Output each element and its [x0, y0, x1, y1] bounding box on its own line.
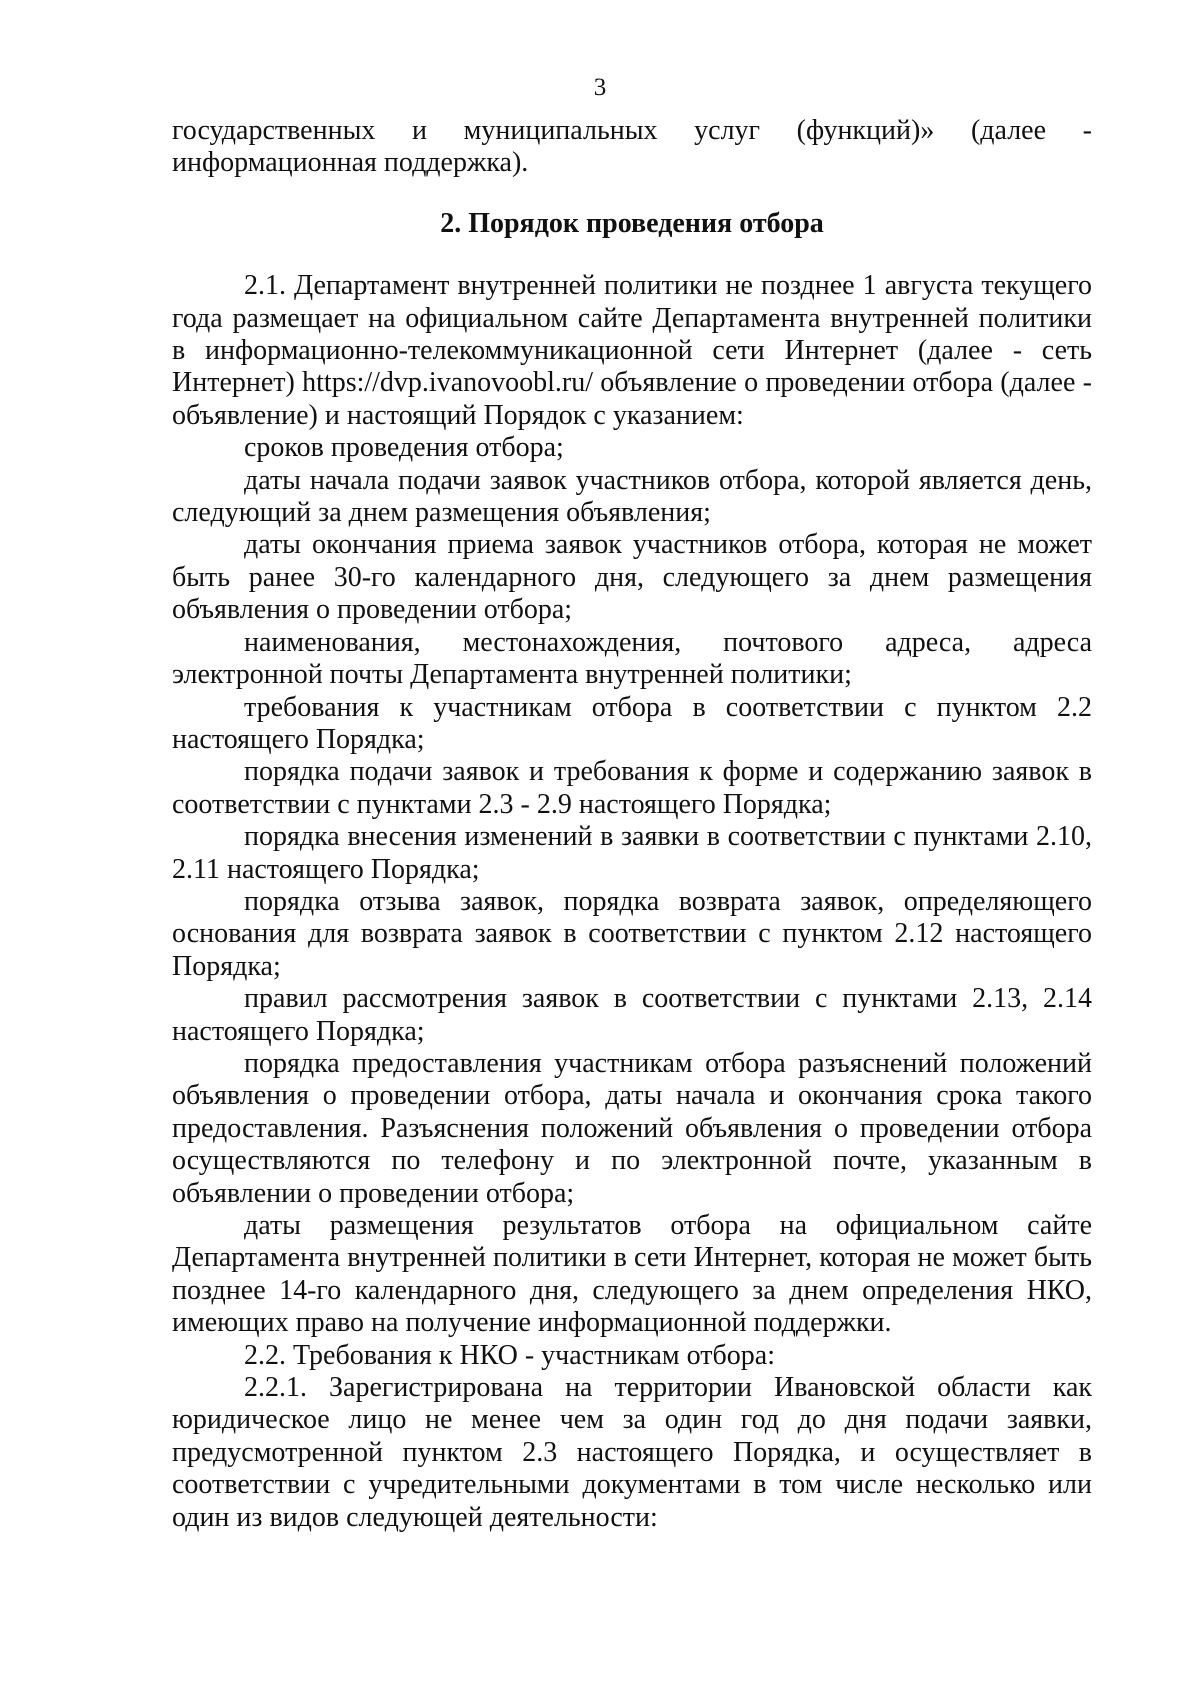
paragraph: даты начала подачи заявок участников отбора, которой является день, следующий за днем размещения объявления; [172, 464, 1092, 529]
paragraph: порядка отзыва заявок, порядка возврата заявок, определяющего основания для возврата заявок в соответствии с пунктом 2.12 настоящего Порядка; [172, 885, 1092, 982]
paragraph-continuation: государственных и муниципальных услуг (функций)» (далее - информационная поддержка). [172, 115, 1092, 179]
paragraph: 2.2.1. Зарегистрирована на территории Ивановской области как юридическое лицо не менее чем за один год до дня подачи заявки, предусмотренной пунктом 2.3 настоящего Порядка, и осуществляет в соответствии с учредительными документами в том числе несколько или один из видов следующей деятельности: [172, 1372, 1092, 1533]
section-heading: 2. Порядок проведения отбора [440, 207, 824, 239]
paragraph-list [172, 270, 1092, 1534]
page-number: 3 [593, 74, 607, 101]
paragraph: порядка предоставления участникам отбора разъяснений положений объявления о проведении отбора, даты начала и окончания срока такого предоставления. Разъяснения положений объявления о проведении отбора осуществляются по телефону и по электронной почте, указанным в объявлении о проведении отбора; [172, 1047, 1092, 1209]
document-body [172, 115, 1092, 1534]
paragraph: требования к участникам отбора в соответствии с пунктом 2.2 настоящего Порядка; [172, 691, 1092, 755]
paragraph: порядка внесения изменений в заявки в соответствии с пунктами 2.10, 2.11 настоящего Порядка; [172, 821, 1092, 885]
paragraph: порядка подачи заявок и требования к форме и содержанию заявок в соответствии с пунктами 2.3 - 2.9 настоящего Порядка; [172, 756, 1092, 820]
paragraph: даты окончания приема заявок участников отбора, которая не может быть ранее 30-го календарного дня, следующего за днем размещения объявления о проведении отбора; [172, 529, 1092, 626]
paragraph: наименования, местонахождения, почтового адреса, адреса электронной почты Департамента внутренней политики; [172, 626, 1092, 691]
paragraph: 2.1. Департамент внутренней политики не позднее 1 августа текущего года размещает на официальном сайте Департамента внутренней политики в информационно-телекоммуникационной сети Интернет (далее - сеть Интернет) https://dvp.ivanovoobl.ru/ объявление о проведении отбора (далее - объявление) и настоящий Порядок с указанием: [172, 270, 1092, 431]
paragraph: правил рассмотрения заявок в соответствии с пунктами 2.13, 2.14 настоящего Порядка; [172, 983, 1092, 1047]
paragraph: даты размещения результатов отбора на официальном сайте Департамента внутренней политики в сети Интернет, которая не может быть позднее 14-го календарного дня, следующего за днем определения НКО, имеющих право на получение информационной поддержки. [172, 1210, 1092, 1339]
paragraph: сроков проведения отбора; [244, 432, 564, 464]
paragraph: 2.2. Требования к НКО - участникам отбора: [244, 1339, 775, 1371]
